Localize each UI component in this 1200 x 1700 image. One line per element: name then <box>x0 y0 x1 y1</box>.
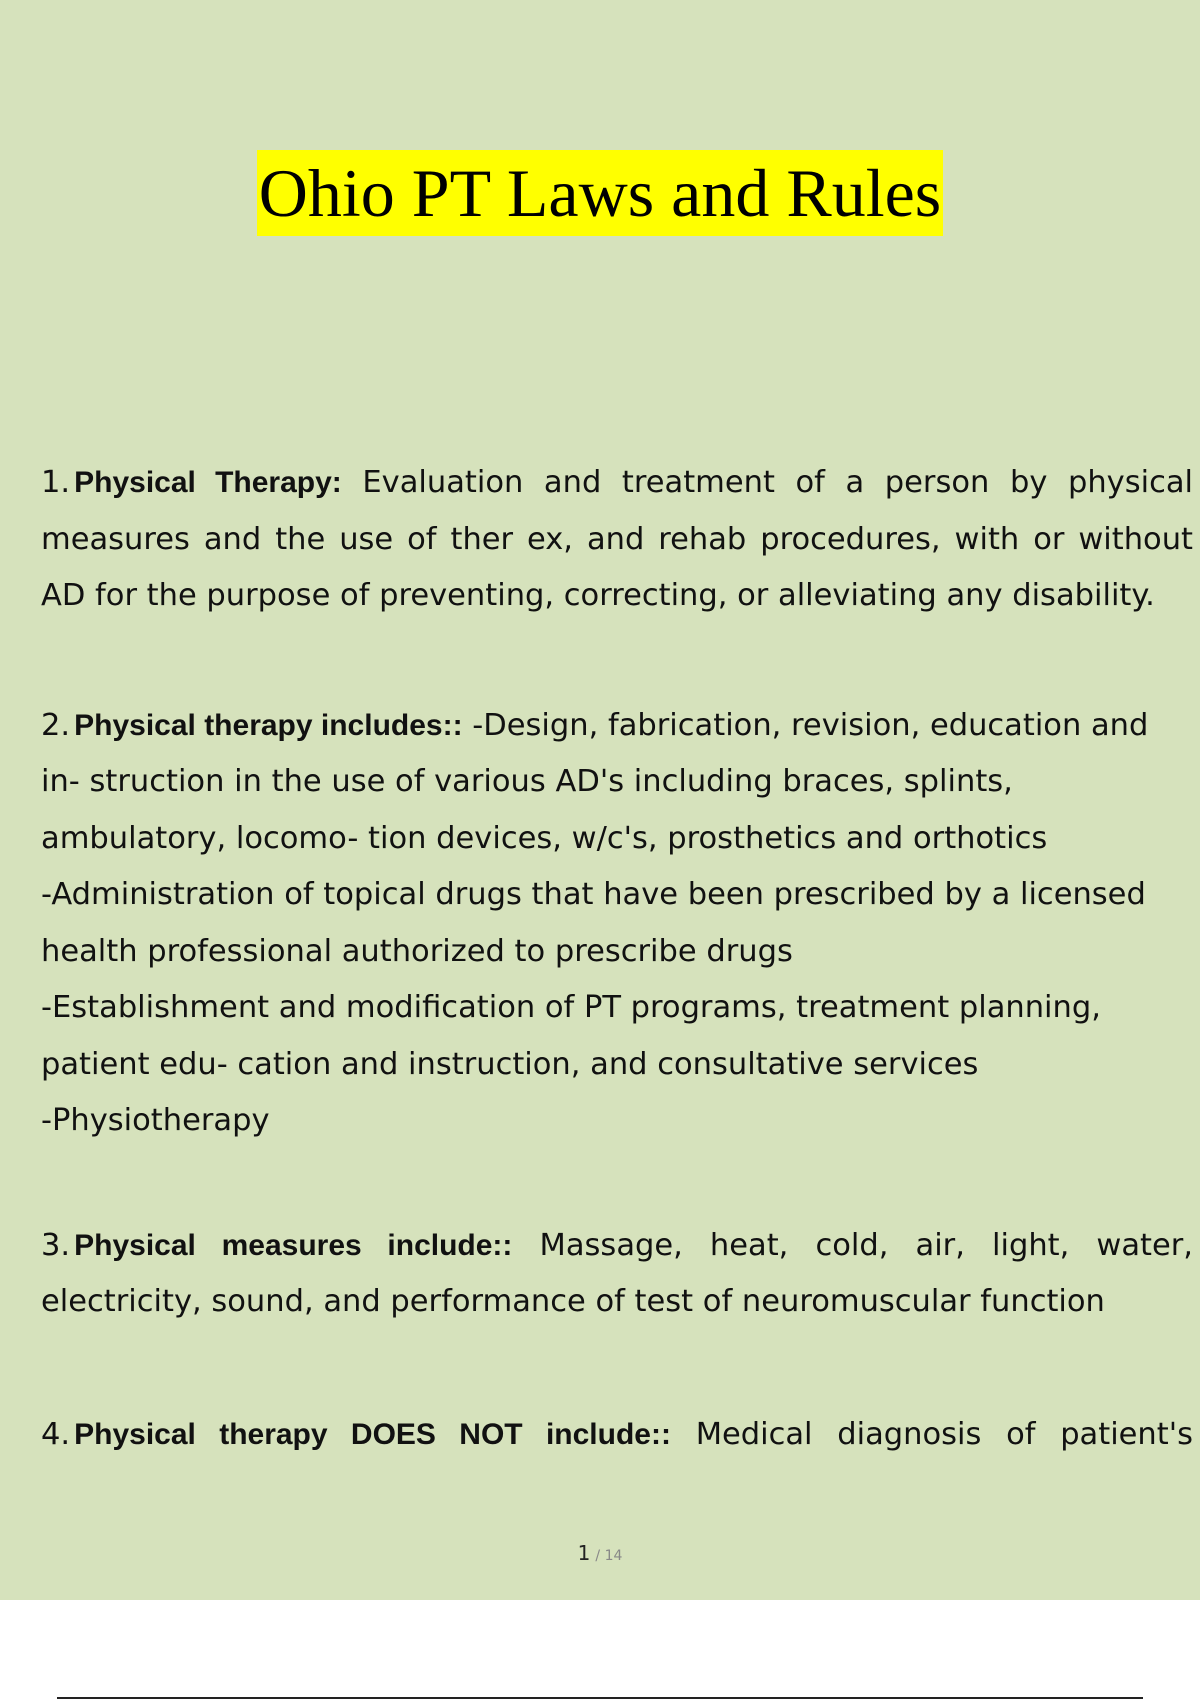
document-content <box>41 455 1193 1463</box>
item-line: -Administration of topical drugs that have been prescribed by a licensed health professional authorized to prescribe drugs <box>41 877 1146 969</box>
item-term: Physical measures include:: <box>74 1228 513 1262</box>
current-page: 1 <box>577 1541 591 1565</box>
list-item-3 <box>41 1218 1193 1331</box>
item-number: 4. <box>41 1416 71 1452</box>
list-item-2 <box>41 698 1193 1150</box>
list-item-1 <box>41 455 1193 625</box>
total-pages: / 14 <box>595 1548 623 1564</box>
page-counter <box>0 1541 1200 1565</box>
item-number: 2. <box>41 707 71 743</box>
item-line: -Physiotherapy <box>41 1103 270 1138</box>
item-text: Evaluation and treatment of a person by physical measures and the use of ther ex, and rehab procedures, with or without AD for the purpose of preventing, correcting, or alleviating any disability. <box>41 465 1194 613</box>
item-term: Physical therapy DOES NOT include:: <box>74 1417 671 1451</box>
item-text: Massage, heat, cold, air, light, water, electricity, sound, and performance of test of neuromuscular function <box>41 1227 1193 1319</box>
item-text: Medical diagnosis of patient's <box>695 1416 1193 1452</box>
page-divider <box>57 1697 1143 1699</box>
title-container <box>0 150 1200 236</box>
item-term: Physical therapy includes:: <box>74 708 463 742</box>
item-term: Physical Therapy: <box>74 466 342 499</box>
item-line: -Establishment and modification of PT programs, treatment planning, patient edu- cation and instruction, and consultative services <box>41 990 1101 1082</box>
item-number: 1. <box>41 465 71 500</box>
list-item-4 <box>41 1407 1193 1463</box>
item-text: -Design, fabrication, revision, education and in- struction in the use of various AD's including braces, splints, ambulatory, locomo- tion devices, w/c's, prosthetics and orthotics <box>41 707 1149 856</box>
item-line <box>41 698 1193 868</box>
item-number: 3. <box>41 1227 71 1263</box>
document-title: Ohio PT Laws and Rules <box>257 150 944 236</box>
